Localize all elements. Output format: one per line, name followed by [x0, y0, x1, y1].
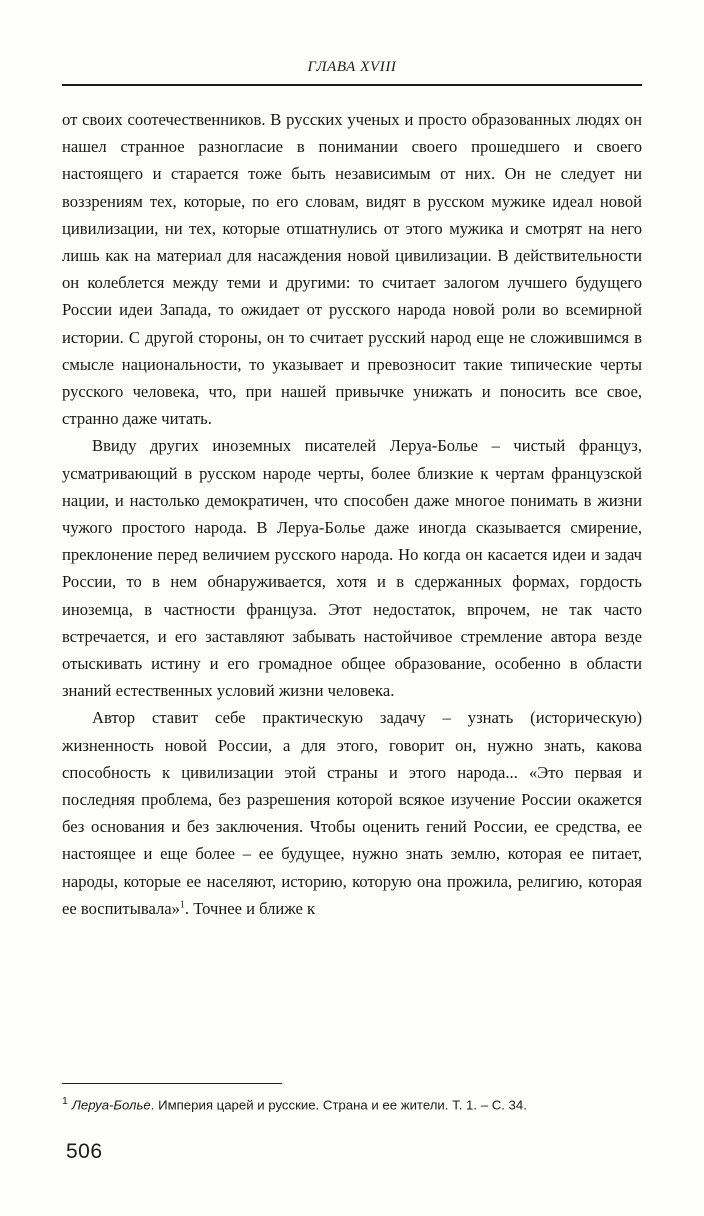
header-divider [62, 84, 642, 86]
paragraph-3-text: Автор ставит себе практическую задачу – узнать (историческую) жизненность новой России, а для этого, говорит он, нужно знать, какова способность к цивилизации этой страны и этого народа... «Это первая и последняя проблема, без разрешения которой всякое изучение России окажется без основания и без заключения. Чтобы оценить гений России, ее средства, ее настоящее и еще более – ее будущее, нужно знать землю, которая ее питает, народы, которые ее населяют, историю, которую она прожила, религию, которая ее воспитывала» [62, 708, 642, 918]
chapter-title: ГЛАВА XVIII [307, 59, 397, 75]
footnote-text: . Империя царей и русские. Страна и ее жители. Т. 1. – С. 34. [150, 1097, 527, 1113]
footnote [62, 1092, 644, 1114]
paragraph-2: Ввиду других иноземных писателей Леруа-Болье – чистый француз, усматривающий в русском народе черты, более близкие к чертам французской нации, и настолько демократичен, что способен даже многое понимать в жизни чужого простого народа. В Леруа-Болье даже иногда сказывается смирение, преклонение перед величием русского народа. Но когда он касается идеи и задач России, то в нем обнаруживается, хотя и в сдержанных формах, гордость иноземца, в частности француза. Этот недостаток, впрочем, не так часто встречается, и его заставляют забывать настойчивое стремление автора везде отыскивать истину и его громадное общее образование, особенно в области знаний естественных условий жизни человека. [62, 436, 642, 701]
page-header [62, 58, 642, 76]
footnote-divider [62, 1083, 282, 1084]
paragraph-3-tail: . Точнее и ближе к [184, 898, 316, 918]
footnote-author: Леруа-Болье [71, 1097, 151, 1113]
footnote-reference: 1 [179, 899, 185, 911]
body-text-column [62, 106, 642, 922]
paragraph-3 [62, 704, 642, 922]
paragraph-1: от своих соотечественников. В русских ученых и просто образованных людях он нашел странное разногласие в понимании своего прошедшего и своего настоящего и старается тоже быть независимым от них. Он не следует ни воззрениям тех, которые, по его словам, видят в русском мужике идеал новой цивилизации, ни тех, которые отшатнулись от этого мужика и смотрят на него лишь как на материал для насаждения новой цивилизации. В действительности он колеблется между теми и другими: то считает залогом лучшего будущего России идеи Запада, то ожидает от русского народа новой роли во всемирной истории. С другой стороны, он то считает русский народ еще не сложившимся в смысле национальности, то указывает и превозносит такие типические черты русского человека, что, при нашей привычке унижать и поносить все свое, странно даже читать. [62, 110, 642, 429]
footnote-number: 1 [62, 1095, 68, 1107]
page-number: 506 [66, 1140, 103, 1163]
